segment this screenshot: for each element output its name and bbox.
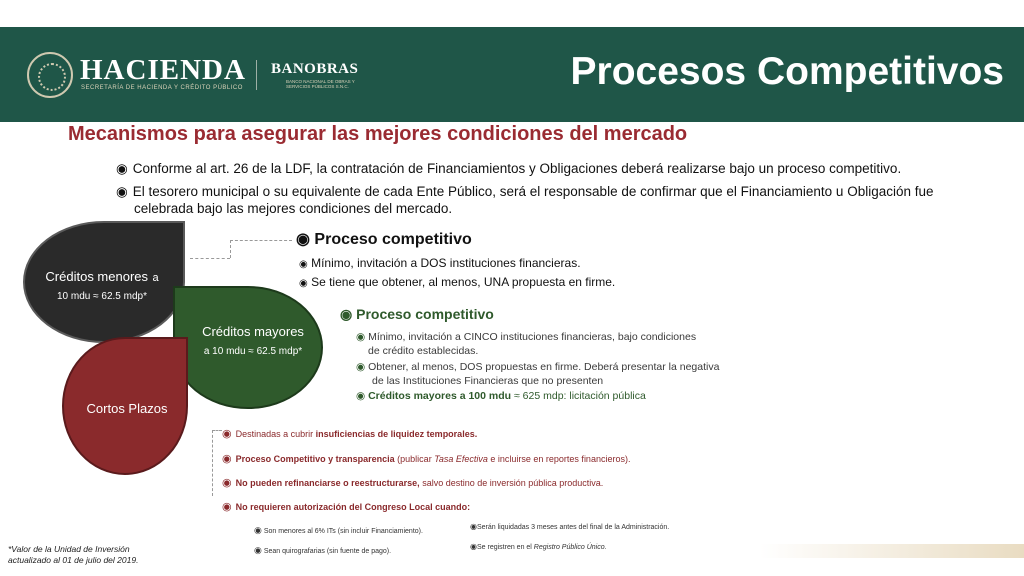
radio-bullet-icon: ◉ — [222, 501, 232, 513]
connector-line — [230, 240, 231, 258]
banobras-logo: BANOBRAS — [271, 61, 359, 77]
proceso-mayores-item-1: ◉ Mínimo, invitación a CINCO instituciones financieras, bajo condiciones de crédito establecidas. — [356, 331, 697, 357]
connector-line — [190, 258, 230, 259]
radio-bullet-icon: ◉ — [222, 453, 232, 465]
radio-bullet-icon: ◉ — [222, 477, 232, 489]
hacienda-logo: HACIENDA — [80, 54, 246, 86]
cortos-item-3: ◉ No pueden refinanciarse o reestructurarse, salvo destino de inversión pública productiva. — [222, 477, 604, 489]
creditos-menores-label: Créditos menores a 10 mdu ≈ 62.5 mdp* — [45, 269, 159, 302]
hacienda-logo-subtitle: SECRETARÍA DE HACIENDA Y CRÉDITO PÚBLICO — [81, 85, 243, 91]
radio-bullet-icon: ◉ — [116, 161, 128, 176]
radio-bullet-icon: ◉ — [470, 522, 477, 531]
radio-bullet-icon: ◉ — [299, 259, 308, 270]
connector-line — [212, 430, 213, 496]
radio-bullet-icon: ◉ — [254, 545, 262, 555]
footnote: *Valor de la Unidad de Inversión actualizado al 01 de julio del 2019. — [8, 544, 139, 565]
radio-bullet-icon: ◉ — [340, 306, 353, 322]
national-seal-icon — [27, 52, 73, 98]
proceso-menores-item-2: ◉ Se tiene que obtener, al menos, UNA propuesta en firme. — [299, 275, 616, 289]
proceso-menores-heading: ◉ Proceso competitivo — [296, 231, 472, 248]
radio-bullet-icon: ◉ — [356, 331, 366, 343]
cortos-item-1: ◉ Destinadas a cubrir insuficiencias de liquidez temporales. — [222, 428, 478, 440]
intro-bullet-2: ◉ El tesorero municipal o su equivalente de cada Ente Público, será el responsable de confirmar que el Financiamiento u Obligación fue celebrada bajo las mejores condiciones del mercado. — [116, 184, 934, 216]
connector-line — [230, 240, 292, 241]
radio-bullet-icon: ◉ — [222, 428, 232, 440]
page-title: Procesos Competitivos — [570, 50, 1004, 93]
radio-bullet-icon: ◉ — [299, 278, 308, 289]
radio-bullet-icon: ◉ — [356, 390, 366, 402]
connector-line — [212, 430, 222, 431]
banobras-logo-subtitle: BANCO NACIONAL DE OBRAS Y SERVICIOS PÚBLICOS S.N.C. — [286, 79, 355, 89]
creditos-mayores-label: Créditos mayores a 10 mdu ≈ 62.5 mdp* — [202, 324, 304, 357]
proceso-mayores-item-3: ◉ Créditos mayores a 100 mdu ≈ 625 mdp: licitación pública — [356, 390, 646, 402]
cortos-plazos-label: Cortos Plazos — [86, 401, 168, 416]
proceso-mayores-heading: ◉ Proceso competitivo — [340, 306, 494, 322]
proceso-mayores-item-2: ◉ Obtener, al menos, DOS propuestas en firme. Deberá presentar la negativa de las Instituciones Financieras que no presenten — [356, 361, 720, 387]
decorative-gradient-bar — [760, 544, 1024, 558]
proceso-menores-item-1: ◉ Mínimo, invitación a DOS instituciones financieras. — [299, 256, 581, 270]
cortos-subitem-2: ◉ Sean quirografarias (sin fuente de pago). — [254, 545, 392, 555]
intro-bullet-1: ◉ Conforme al art. 26 de la LDF, la contratación de Financiamientos y Obligaciones deberá realizarse bajo un proceso competitivo. — [116, 161, 902, 176]
logo-divider — [256, 60, 257, 90]
cortos-item-4: ◉ No requieren autorización del Congreso Local cuando: — [222, 501, 471, 513]
top-strip — [0, 0, 1024, 27]
radio-bullet-icon: ◉ — [296, 231, 310, 248]
cortos-subitem-1: ◉ Son menores al 6% ITs (sin incluir Financiamiento). — [254, 525, 423, 535]
radio-bullet-icon: ◉ — [470, 542, 477, 551]
radio-bullet-icon: ◉ — [254, 525, 262, 535]
cortos-subitem-4: ◉Se registren en el Registro Público Único. — [470, 542, 607, 551]
cortos-subitem-3: ◉Serán liquidadas 3 meses antes del final de la Administración. — [470, 522, 670, 531]
slide-subtitle: Mecanismos para asegurar las mejores condiciones del mercado — [68, 123, 688, 145]
radio-bullet-icon: ◉ — [356, 361, 366, 373]
radio-bullet-icon: ◉ — [116, 184, 128, 199]
cortos-item-2: ◉ Proceso Competitivo y transparencia (publicar Tasa Efectiva e incluirse en reportes financieros). — [222, 453, 631, 465]
